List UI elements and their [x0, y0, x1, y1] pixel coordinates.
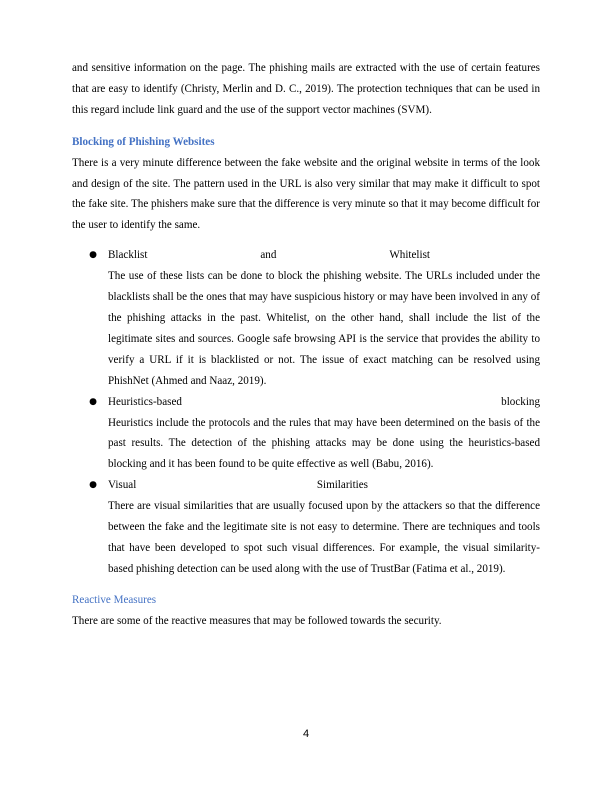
section-heading-reactive: Reactive Measures — [72, 593, 157, 606]
blocking-bullet-list — [89, 245, 540, 580]
term-word: Whitelist — [389, 249, 430, 262]
list-item — [89, 475, 540, 580]
reactive-paragraph: There are some of the reactive measures that may be followed towards the security. — [72, 614, 442, 627]
section-heading-blocking: Blocking of Phishing Websites — [72, 135, 215, 148]
term-word: blocking — [501, 395, 540, 408]
term-word: and — [260, 249, 277, 262]
bullet-term — [108, 392, 540, 413]
bullet-icon: ● — [89, 480, 97, 491]
bullet-icon: ● — [89, 250, 97, 261]
blocking-paragraph: There is a very minute difference between the fake website and the original website in terms of the look and design of the site. The pattern used in the URL is also very similar that may make it difficult to spot the fake site. The phishers make sure that the difference is very minute so that it may become difficult for the user to identify the same. — [72, 156, 540, 232]
bullet-icon: ● — [89, 396, 97, 407]
bullet-description: Heuristics include the protocols and the rules that may have been determined on the basis of the past results. The detection of the phishing attacks may be done using the heuristics-based blocking and it has been found to be quite effective as well (Babu, 2016). — [108, 416, 540, 471]
bullet-term — [108, 245, 540, 266]
bullet-description: There are visual similarities that are usually focused upon by the attackers so that the difference between the fake and the legitimate site is not easy to determine. There are techniques and tools that have been developed to spot such visual differences. For example, the visual similarity-based phishing detection can be used along with the use of TrustBar (Fatima et al., 2019). — [108, 500, 540, 575]
bullet-description: The use of these lists can be done to block the phishing website. The URLs included under the blacklists shall be the ones that may have suspicious history or may have been involved in any of the phishing attacks in the past. Whitelist, on the other hand, shall include the list of the legitimate sites and sources. Google safe browsing API is the service that provides the ability to verify a URL if it is blacklisted or not. The issue of exact matching can be resolved using PhishNet (Ahmed and Naaz, 2019). — [108, 270, 540, 387]
section-spacer — [72, 580, 540, 590]
term-word: Similarities — [316, 479, 368, 492]
intro-paragraph: and sensitive information on the page. The phishing mails are extracted with the use of certain features that are easy to identify (Christy, Merlin and D. C., 2019). The protection techniques that can be used in this regard include link guard and the use of the support vector machines (SVM). — [72, 62, 540, 116]
page-number: 4 — [302, 728, 310, 740]
list-item — [89, 245, 540, 391]
page-content — [72, 58, 540, 632]
list-item — [89, 392, 540, 476]
term-word: Blacklist — [108, 249, 148, 262]
term-word: Visual — [108, 479, 137, 492]
bullet-term — [108, 475, 540, 496]
term-word: Heuristics-based — [108, 395, 182, 408]
